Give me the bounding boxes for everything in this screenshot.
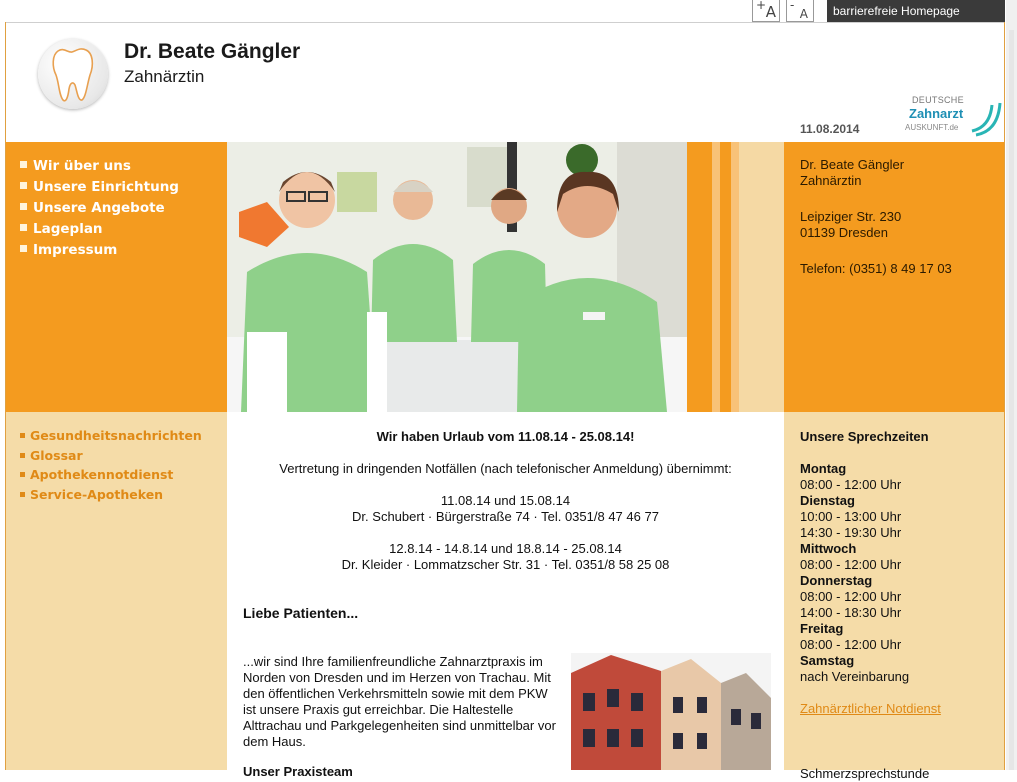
day-label: Donnerstag bbox=[800, 573, 873, 588]
day-label: Dienstag bbox=[800, 493, 855, 508]
holiday-notice: Wir haben Urlaub vom 11.08.14 - 25.08.14! bbox=[376, 429, 635, 444]
main-navigation bbox=[6, 142, 227, 412]
building-photo bbox=[571, 653, 771, 770]
link-label: Service-Apotheken bbox=[30, 486, 164, 502]
team-photo-illustration bbox=[227, 142, 687, 412]
link-glossar[interactable] bbox=[20, 446, 227, 466]
font-increase-label: A bbox=[765, 3, 776, 21]
time-slot: 10:00 - 13:00 Uhr bbox=[800, 509, 902, 524]
time-slot: 08:00 - 12:00 Uhr bbox=[800, 637, 902, 652]
nav-item-unsere-einrichtung[interactable] bbox=[20, 177, 227, 198]
link-apothekennotdienst[interactable] bbox=[20, 465, 227, 485]
bullet-icon bbox=[20, 203, 27, 210]
secondary-links bbox=[6, 412, 227, 770]
tooth-logo[interactable] bbox=[38, 39, 108, 109]
building-illustration bbox=[571, 653, 771, 770]
zahnarzt-auskunft-logo[interactable] bbox=[902, 93, 1002, 137]
font-decrease-label: A bbox=[799, 7, 808, 21]
bullet-icon bbox=[20, 472, 25, 477]
time-slot: 14:00 - 18:30 Uhr bbox=[800, 605, 902, 620]
link-label: Gesundheitsnachrichten bbox=[30, 428, 202, 443]
link-service-apotheken[interactable] bbox=[20, 485, 227, 505]
nav-item-label: Wir über uns bbox=[33, 158, 131, 174]
time-slot: 08:00 - 12:00 Uhr bbox=[800, 477, 902, 492]
bullet-icon bbox=[20, 224, 27, 231]
page-frame-right bbox=[1004, 22, 1005, 770]
substitute-2-dates: 12.8.14 - 14.8.14 und 18.8.14 - 25.08.14 bbox=[389, 541, 622, 556]
substitute-2-doctor: Dr. Kleider · Lommatzscher Str. 31 · Tel. 0351/8 58 25 08 bbox=[341, 557, 670, 572]
bullet-icon bbox=[20, 245, 27, 252]
team-heading: Unser Praxisteam bbox=[243, 764, 353, 779]
contact-city: 01139 Dresden bbox=[800, 225, 888, 240]
time-slot: 14:30 - 19:30 Uhr bbox=[800, 525, 902, 540]
bullet-icon bbox=[20, 433, 25, 438]
stripe bbox=[712, 142, 720, 412]
opening-hours bbox=[784, 412, 1004, 781]
substitute-1-dates: 11.08.14 und 15.08.14 bbox=[440, 493, 571, 508]
stripe bbox=[739, 142, 784, 412]
link-label: Glossar bbox=[30, 447, 83, 463]
nav-item-label: Lageplan bbox=[33, 221, 103, 237]
substitute-1-doctor: Dr. Schubert · Bürgerstraße 74 · Tel. 0351/8 47 46 77 bbox=[352, 509, 659, 524]
site-header bbox=[6, 23, 1004, 142]
scrollbar-track[interactable] bbox=[1009, 30, 1014, 770]
bullet-icon bbox=[20, 453, 25, 458]
substitute-block-1 bbox=[227, 493, 784, 525]
day-label: Freitag bbox=[800, 621, 844, 636]
signal-arcs-icon bbox=[962, 93, 1002, 137]
minus-icon: - bbox=[790, 0, 795, 12]
bullet-icon bbox=[20, 182, 27, 189]
time-slot: nach Vereinbarung bbox=[800, 669, 910, 684]
current-date: 11.08.2014 bbox=[800, 122, 860, 136]
contact-phone: Telefon: (0351) 8 49 17 03 bbox=[800, 261, 952, 276]
greeting-heading: Liebe Patienten... bbox=[243, 605, 359, 621]
accessible-homepage-link[interactable]: barrierefreie Homepage bbox=[827, 0, 1005, 22]
representation-text: Vertretung in dringenden Notfällen (nach telefonischer Anmeldung) übernimmt: bbox=[279, 461, 732, 476]
time-slot: 08:00 - 12:00 Uhr bbox=[800, 589, 902, 604]
font-size-increase-button[interactable] bbox=[752, 0, 780, 22]
opening-hours-title: Unsere Sprechzeiten bbox=[800, 429, 929, 444]
day-label: Montag bbox=[800, 461, 847, 476]
plus-icon: + bbox=[756, 0, 767, 12]
nav-item-wir-ueber-uns[interactable] bbox=[20, 156, 227, 177]
contact-info bbox=[784, 142, 1004, 412]
practice-name: Dr. Beate Gängler bbox=[124, 40, 301, 63]
contact-title: Zahnärztin bbox=[800, 173, 862, 188]
partner-logo-line3: AUSKUNFT.de bbox=[905, 123, 959, 132]
link-label: Apothekennotdienst bbox=[30, 467, 174, 482]
decorative-stripes bbox=[687, 142, 784, 412]
main-content bbox=[227, 412, 784, 779]
link-gesundheitsnachrichten[interactable] bbox=[20, 426, 227, 446]
nav-item-label: Impressum bbox=[33, 242, 118, 258]
bullet-icon bbox=[20, 492, 25, 497]
font-size-decrease-button[interactable] bbox=[786, 0, 814, 22]
contact-street: Leipziger Str. 230 bbox=[800, 209, 902, 224]
emergency-service-link[interactable]: Zahnärztlicher Notdienst bbox=[800, 701, 941, 716]
day-label: Samstag bbox=[800, 653, 855, 668]
contact-name: Dr. Beate Gängler bbox=[800, 157, 905, 172]
partner-logo-line2: Zahnarzt bbox=[909, 106, 964, 121]
time-slot: 08:00 - 12:00 Uhr bbox=[800, 557, 902, 572]
team-photo bbox=[227, 142, 687, 412]
partner-logo-line1: DEUTSCHE bbox=[912, 95, 964, 105]
tooth-icon bbox=[50, 45, 96, 103]
cut-off-text: Schmerzsprechstunde bbox=[800, 766, 930, 781]
window-edge bbox=[1006, 0, 1017, 770]
nav-item-label: Unsere Angebote bbox=[33, 200, 165, 216]
intro-paragraph: ...wir sind Ihre familienfreundliche Zahnarztpraxis im Norden von Dresden und im Herzen von Trachau. Mit den öffentlichen Verkehrsmitteln sowie mit dem PKW ist unsere Praxis gut erreichbar. Die Haltestelle Alttrachau und Parkgelegenheiten sind unmittelbar vor dem Haus. bbox=[243, 654, 556, 749]
day-label: Mittwoch bbox=[800, 541, 857, 556]
practice-subtitle: Zahnärztin bbox=[124, 67, 205, 86]
nav-item-impressum[interactable] bbox=[20, 240, 227, 261]
nav-item-unsere-angebote[interactable] bbox=[20, 198, 227, 219]
nav-item-label: Unsere Einrichtung bbox=[33, 179, 179, 195]
bullet-icon bbox=[20, 161, 27, 168]
nav-item-lageplan[interactable] bbox=[20, 219, 227, 240]
substitute-block-2 bbox=[227, 541, 784, 573]
